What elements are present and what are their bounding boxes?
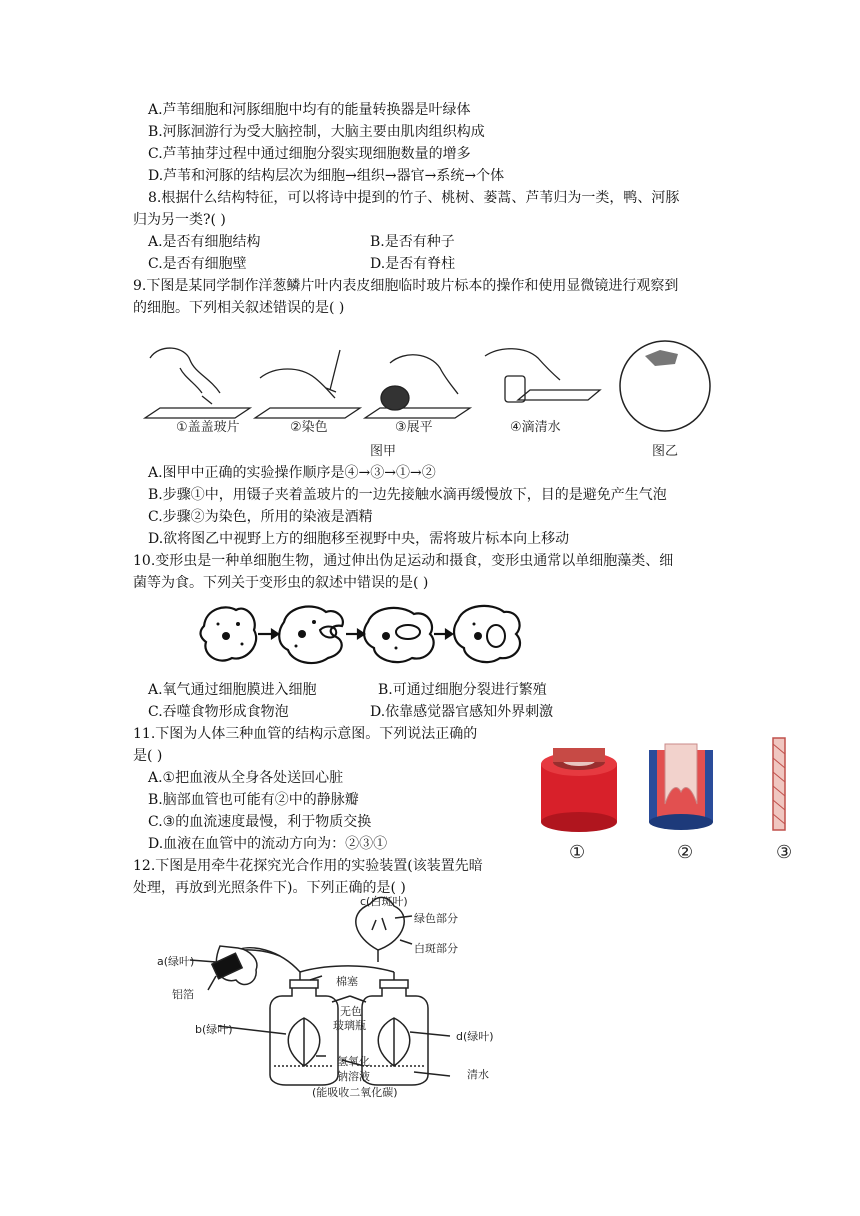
amoeba-3 [364, 608, 434, 662]
q10-option-c: C.吞噬食物形成食物泡 [148, 704, 289, 720]
q7-option-d: D.芦苇和河豚的结构层次为细胞→组织→器官→系统→个体 [148, 168, 505, 184]
q11-option-c: C.③的血流速度最慢，利于物质交换 [148, 814, 372, 830]
artery [541, 748, 617, 832]
label-cotton: 棉塞 [336, 975, 358, 988]
hand-2 [260, 369, 335, 398]
amoeba-2 [279, 607, 343, 664]
label-bottle-1: 无色 [340, 1005, 362, 1018]
q7-option-b: B.河豚洄游行为受大脑控制，大脑主要由肌肉组织构成 [148, 124, 485, 140]
beaker [505, 376, 525, 402]
q11-option-a: A.①把血液从全身各处送回心脏 [148, 770, 344, 786]
label-white: 白斑部分 [414, 942, 458, 955]
q11-fig-1: ① [569, 842, 586, 863]
q9-label-1: ①盖盖玻片 [176, 420, 240, 435]
q10-option-b: B.可通过细胞分裂进行繁殖 [378, 682, 547, 698]
q9-option-a: A.图甲中正确的实验操作顺序是④→③→①→② [148, 465, 436, 481]
onion [381, 386, 409, 410]
label-naoh-2: 钠溶液 [337, 1070, 370, 1083]
q8-stem-line1: 8.根据什么结构特征，可以将诗中提到的竹子、桃树、蒌蒿、芦苇归为一类，鸭、河豚 [148, 190, 680, 206]
label-naoh-3: (能吸收二氧化碳) [312, 1086, 398, 1099]
label-d: d(绿叶) [456, 1030, 494, 1043]
q10-option-a: A.氧气通过细胞膜进入细胞 [148, 682, 317, 698]
q11-vessels-figure [535, 734, 805, 834]
q8-stem-line2: 归为另一类?( ) [133, 212, 226, 228]
q8-option-a: A.是否有细胞结构 [148, 234, 261, 250]
q9-figure [140, 338, 730, 458]
q10-stem-line2: 菌等为食。下列关于变形虫的叙述中错误的是( ) [133, 575, 429, 591]
q11-fig-2: ② [677, 842, 694, 863]
q9-fig-jia: 图甲 [370, 444, 397, 459]
label-b: b(绿叶) [195, 1023, 233, 1036]
label-bottle-2: 玻璃瓶 [333, 1019, 366, 1032]
q10-stem-line1: 10.变形虫是一种单细胞生物，通过伸出伪足运动和摄食，变形虫通常以单细胞藻类、细 [133, 553, 674, 569]
q11-fig-3: ③ [776, 842, 793, 863]
q11-option-d: D.血液在血管中的流动方向为：②③① [148, 836, 388, 852]
slide-4 [518, 390, 600, 400]
q7-option-c: C.芦苇抽芽过程中通过细胞分裂实现细胞数量的增多 [148, 146, 471, 162]
q9-label-2: ②染色 [290, 420, 328, 435]
q9-label-4: ④滴清水 [510, 420, 561, 435]
cotton-2 [380, 980, 408, 988]
q9-option-b: B.步骤①中，用镊子夹着盖玻片的一边先接触水滴再缓慢放下，目的是避免产生气泡 [148, 487, 667, 503]
label-green: 绿色部分 [414, 912, 458, 925]
q10-option-d: D.依靠感觉器官感知外界刺激 [370, 704, 554, 720]
q8-option-c: C.是否有细胞壁 [148, 256, 247, 272]
q9-option-d: D.欲将图乙中视野上方的细胞移至视野中央，需将玻片标本向上移动 [148, 531, 570, 547]
q9-stem-line1: 9.下图是某同学制作洋葱鳞片叶内表皮细胞临时玻片标本的操作和使用显微镜进行观察到 [133, 278, 679, 294]
q12-stem-line2: 处理，再放到光照条件下)。下列正确的是( ) [133, 880, 406, 896]
q9-stem-line2: 的细胞。下列相关叙述错误的是( ) [133, 300, 345, 316]
q11-option-b: B.脑部血管也可能有②中的静脉瓣 [148, 792, 359, 808]
label-water: 清水 [467, 1068, 489, 1081]
q12-stem-line1: 12.下图是用牵牛花探究光合作用的实验装置(该装置先暗 [133, 858, 483, 874]
cotton-1 [290, 980, 318, 988]
q11-stem-line2: 是( ) [133, 748, 163, 764]
capillary [773, 738, 785, 830]
hand-4 [485, 349, 560, 380]
label-c: c(白斑叶) [360, 895, 408, 908]
label-naoh-1: 氢氧化 [337, 1055, 370, 1068]
hand-1 [150, 348, 220, 393]
q7-option-a: A.芦苇细胞和河豚细胞中均有的能量转换器是叶绿体 [148, 102, 471, 118]
dropper [326, 350, 340, 392]
q9-label-3: ③展平 [395, 420, 433, 435]
q9-fig-yi: 图乙 [652, 444, 679, 459]
q8-option-d: D.是否有脊柱 [370, 256, 456, 272]
q10-amoeba-figure [196, 596, 526, 672]
bottle-2 [362, 984, 428, 1085]
label-foil: 铝箔 [172, 988, 194, 1001]
q9-option-c: C.步骤②为染色，所用的染液是酒精 [148, 509, 373, 525]
q8-option-b: B.是否有种子 [370, 234, 455, 250]
vein [649, 744, 713, 830]
q11-stem-line1: 11.下图为人体三种血管的结构示意图。下列说法正确的 [133, 726, 478, 742]
label-a: a(绿叶) [157, 955, 195, 968]
